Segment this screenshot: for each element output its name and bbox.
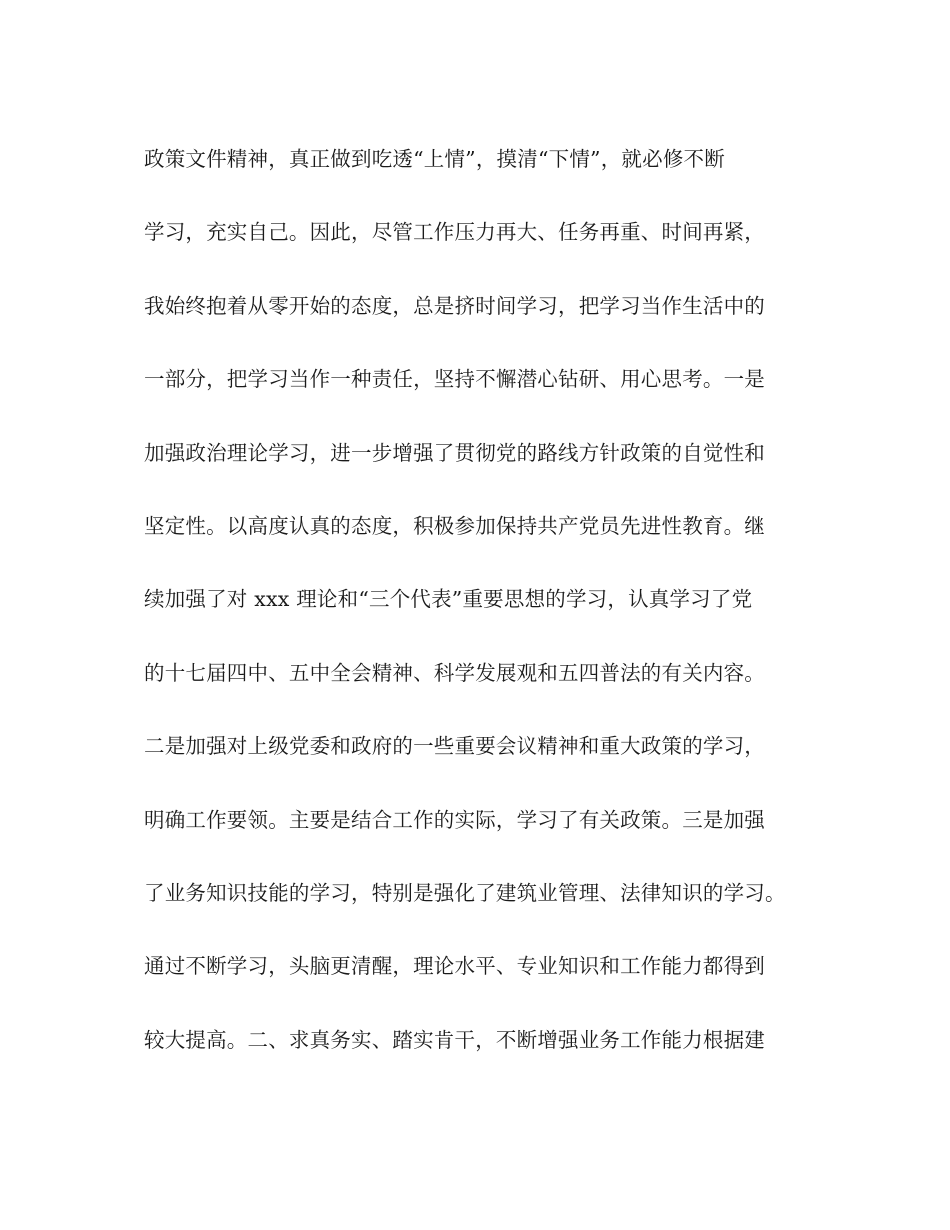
text-line: 的十七届四中、五中全会精神、科学发展观和五四普法的有关内容。 xyxy=(144,660,765,685)
text-line: 续加强了对 xxx 理论和“三个代表”重要思想的学习，认真学习了党 xyxy=(144,587,753,612)
text-line: 较大提高。二、求真务实、踏实肯干，不断增强业务工作能力根据建 xyxy=(144,1027,765,1052)
text-line: 学习，充实自己。因此，尽管工作压力再大、任务再重、时间再紧， xyxy=(144,220,765,245)
text-line: 明确工作要领。主要是结合工作的实际，学习了有关政策。三是加强 xyxy=(144,807,765,832)
text-line: 一部分，把学习当作一种责任，坚持不懈潜心钻研、用心思考。一是 xyxy=(144,367,765,392)
text-line: 了业务知识技能的学习，特别是强化了建筑业管理、法律知识的学习。 xyxy=(144,880,786,905)
text-line: 加强政治理论学习，进一步增强了贯彻党的路线方针政策的自觉性和 xyxy=(144,440,765,465)
text-line: 我始终抱着从零开始的态度，总是挤时间学习，把学习当作生活中的 xyxy=(144,293,765,318)
text-line: 通过不断学习，头脑更清醒，理论水平、专业知识和工作能力都得到 xyxy=(144,954,765,979)
text-line: 二是加强对上级党委和政府的一些重要会议精神和重大政策的学习， xyxy=(144,734,765,759)
body-text xyxy=(144,138,824,1092)
text-line: 政策文件精神，真正做到吃透“上情”，摸清“下情”，就必修不断 xyxy=(144,147,725,171)
text-line: 坚定性。以高度认真的态度，积极参加保持共产党员先进性教育。继 xyxy=(144,513,765,538)
